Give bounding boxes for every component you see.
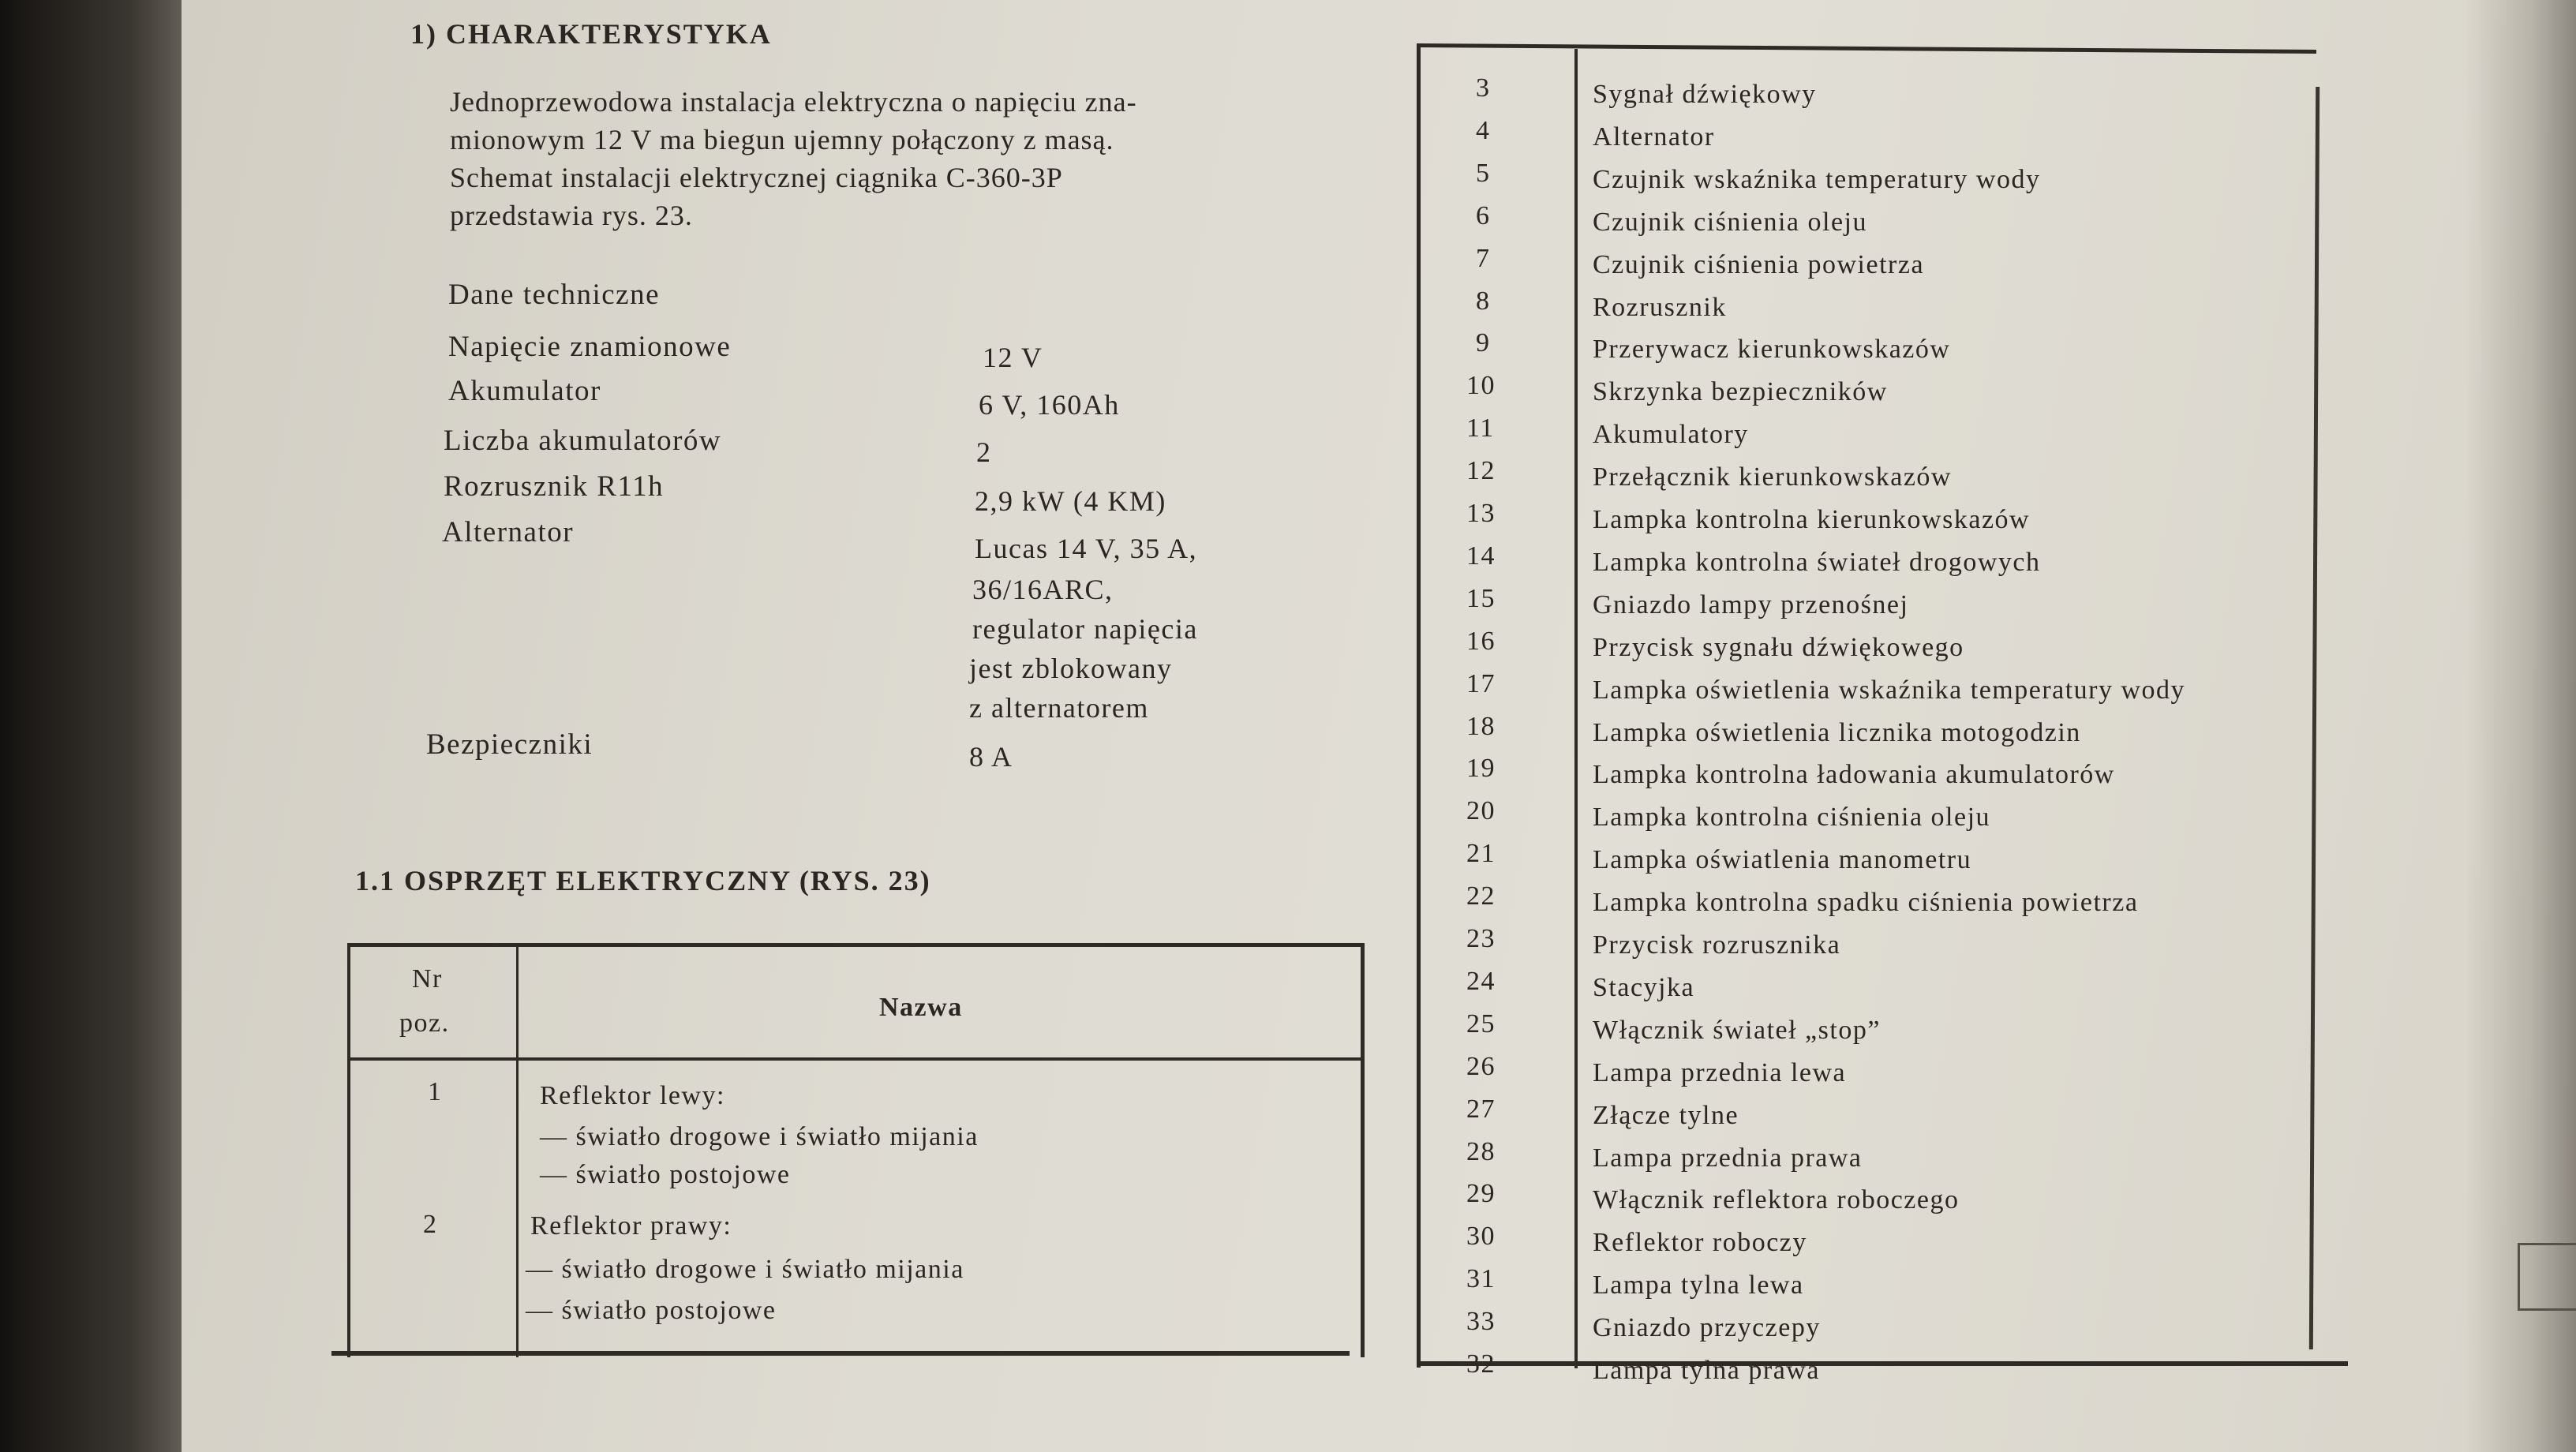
row-name: Sygnał dźwiękowy — [1593, 80, 1817, 109]
row-name: Przycisk rozrusznika — [1593, 930, 1841, 960]
row-name: Rozrusznik — [1593, 292, 1727, 322]
row-nr: 20 — [1466, 796, 1496, 826]
row-name: Włącznik reflektora roboczego — [1593, 1185, 1960, 1215]
row-nr: 25 — [1466, 1009, 1496, 1038]
row-name: Złącze tylne — [1593, 1100, 1739, 1130]
row-nr: 13 — [1466, 499, 1496, 528]
row-nr: 1 — [428, 1077, 443, 1106]
row-nr: 9 — [1476, 328, 1491, 358]
row-name: Reflektor lewy: — [540, 1081, 725, 1110]
row-name: Lampka kontrolna spadku ciśnienia powietrza — [1593, 888, 2139, 918]
row-name: Akumulatory — [1593, 420, 1749, 450]
row-nr: 7 — [1476, 243, 1491, 273]
row-nr: 18 — [1466, 711, 1496, 741]
spec-label: Napięcie znamionowe — [448, 331, 732, 363]
row-nr: 29 — [1466, 1179, 1496, 1209]
alternator-detail: regulator napięcia — [972, 613, 1198, 645]
row-name: Lampka kontrolna ciśnienia oleju — [1593, 803, 1991, 833]
table-header-divider — [350, 1057, 1361, 1061]
row-name: Reflektor prawy: — [530, 1211, 732, 1241]
row-nr: 3 — [1476, 73, 1491, 103]
row-name: Gniazdo przyczepy — [1593, 1313, 1821, 1343]
row-nr: 24 — [1466, 966, 1496, 996]
row-nr: 17 — [1466, 668, 1496, 698]
right-table-left-rule — [1417, 46, 1421, 1368]
row-nr: 30 — [1466, 1222, 1496, 1252]
row-name: Gniazdo lampy przenośnej — [1593, 589, 1909, 619]
spec-label-fuses: Bezpieczniki — [426, 728, 593, 761]
spec-value: 2,9 kW (4 KM) — [975, 485, 1166, 517]
row-name: Skrzynka bezpieczników — [1593, 377, 1888, 407]
spec-label: Akumulator — [448, 375, 601, 407]
row-nr: 31 — [1466, 1264, 1496, 1294]
row-name: Lampka kontrolna ładowania akumulatorów — [1593, 760, 2115, 790]
spec-value-fuses: 8 A — [969, 741, 1013, 773]
row-nr: 6 — [1476, 200, 1491, 230]
row-nr: 23 — [1466, 924, 1496, 953]
section-heading-characteristics: 1) CHARAKTERYSTYKA — [410, 18, 772, 50]
alternator-detail: jest zblokowany — [969, 653, 1173, 684]
row-subitem: — światło postojowe — [540, 1160, 791, 1189]
row-nr: 12 — [1466, 456, 1496, 486]
row-nr: 5 — [1476, 158, 1491, 188]
row-nr: 27 — [1466, 1094, 1496, 1124]
row-name: Czujnik wskaźnika temperatury wody — [1593, 164, 2041, 194]
row-name: Reflektor roboczy — [1593, 1228, 1807, 1258]
page-curl-shadow — [2466, 0, 2576, 1452]
row-name: Lampka oświetlenia wskaźnika temperatury wody — [1593, 675, 2186, 705]
intro-line: Schemat instalacji elektrycznej ciągnika C-360-3P — [450, 162, 1063, 193]
row-name: Przycisk sygnału dźwiękowego — [1593, 632, 1964, 662]
header-nr: Nr — [412, 964, 443, 994]
row-name: Czujnik ciśnienia powietrza — [1593, 249, 1925, 279]
spec-label: Alternator — [442, 516, 575, 548]
page-number-box — [2518, 1243, 2576, 1311]
row-name: Włącznik świateł „stop” — [1593, 1015, 1881, 1045]
intro-line: przedstawia rys. 23. — [450, 200, 693, 231]
row-nr: 2 — [423, 1210, 438, 1239]
row-nr: 26 — [1466, 1051, 1496, 1081]
header-nr-poz: poz. — [399, 1009, 450, 1038]
spec-label: Rozrusznik R11h — [444, 470, 665, 503]
alternator-detail: z alternatorem — [969, 692, 1149, 724]
row-nr: 19 — [1466, 754, 1496, 784]
row-subitem: — światło postojowe — [526, 1296, 777, 1325]
table-bottom-rule — [331, 1351, 1350, 1356]
table-column-divider — [516, 947, 519, 1357]
spec-value: 6 V, 160Ah — [979, 389, 1120, 421]
electrical-table-left — [347, 943, 1365, 1357]
row-nr: 16 — [1466, 626, 1496, 656]
spec-label: Liczba akumulatorów — [444, 425, 722, 457]
spec-value: Lucas 14 V, 35 A, — [975, 533, 1198, 564]
specs-title: Dane techniczne — [448, 279, 660, 311]
row-name: Czujnik ciśnienia oleju — [1593, 207, 1867, 237]
row-name: Stacyjka — [1593, 972, 1695, 1002]
row-nr: 32 — [1466, 1349, 1496, 1379]
row-name: Lampa przednia prawa — [1593, 1143, 1863, 1173]
row-name: Lampa tylna prawa — [1593, 1356, 1820, 1385]
row-subitem: — światło drogowe i światło mijania — [526, 1255, 964, 1284]
row-nr: 15 — [1466, 583, 1496, 613]
right-table-bottom-rule — [1417, 1361, 2348, 1366]
alternator-detail: 36/16ARC, — [972, 574, 1114, 605]
row-name: Lampka oświatlenia manometru — [1593, 845, 1972, 875]
row-name: Lampka kontrolna kierunkowskazów — [1593, 505, 2031, 534]
row-name: Lampa tylna lewa — [1593, 1270, 1804, 1300]
row-nr: 14 — [1466, 541, 1496, 571]
intro-line: Jednoprzewodowa instalacja elektryczna o napięciu zna- — [450, 86, 1137, 118]
row-nr: 4 — [1476, 115, 1491, 145]
row-name: Lampa przednia lewa — [1593, 1057, 1847, 1087]
row-name: Przełącznik kierunkowskazów — [1593, 462, 1952, 492]
row-nr: 11 — [1466, 414, 1495, 443]
row-subitem: — światło drogowe i światło mijania — [540, 1122, 979, 1151]
row-nr: 33 — [1466, 1307, 1496, 1337]
section-heading-electrical: 1.1 OSPRZĘT ELEKTRYCZNY (RYS. 23) — [355, 865, 931, 896]
spec-value: 2 — [976, 436, 992, 468]
row-nr: 8 — [1476, 286, 1491, 316]
row-nr: 21 — [1466, 839, 1496, 869]
intro-line: mionowym 12 V ma biegun ujemny połączony z masą. — [450, 124, 1114, 155]
spec-value: 12 V — [983, 342, 1043, 373]
row-nr: 28 — [1466, 1136, 1496, 1166]
row-name: Lampka kontrolna świateł drogowych — [1593, 547, 2041, 577]
row-name: Lampka oświetlenia licznika motogodzin — [1593, 717, 2081, 747]
right-table-column-divider — [1574, 49, 1578, 1368]
row-name: Alternator — [1593, 122, 1715, 152]
row-name: Przerywacz kierunkowskazów — [1593, 335, 1951, 365]
row-nr: 22 — [1466, 881, 1496, 911]
intro-paragraph — [450, 83, 1137, 234]
row-nr: 10 — [1466, 371, 1496, 401]
header-name: Nazwa — [879, 993, 963, 1022]
